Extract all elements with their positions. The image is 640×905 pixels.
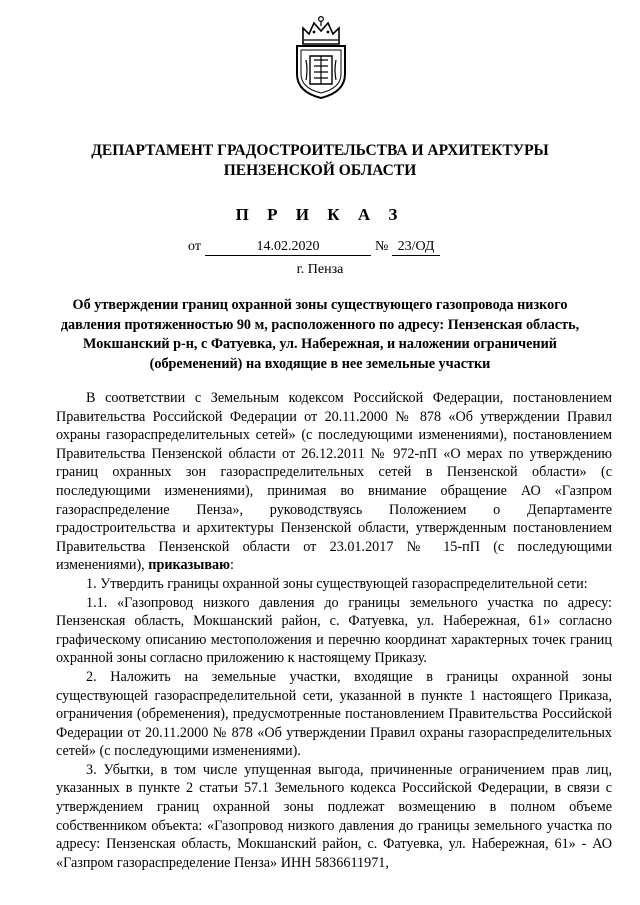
order-body xyxy=(56,389,612,872)
department-name-line1: ДЕПАРТАМЕНТ ГРАДОСТРОИТЕЛЬСТВА И АРХИТЕКТУРЫ xyxy=(91,142,549,159)
department-name-line2: ПЕНЗЕНСКОЙ ОБЛАСТИ xyxy=(223,162,417,179)
number-sign: № xyxy=(375,239,389,254)
intro-text: В соответствии с Земельным кодексом Российской Федерации, постановлением Правительства Российской Федерации от 20.11.2000 № 878 «Об утверждении Правил охраны газораспределительных сетей» (с последующими изменениями), постановлением Правительства Пензенской области от 26.12.2011 № 972-пП «О мерах по утверждению границ охранных зон газораспределительных сетей в Пензенской области» (с последующими изменениями), принимая во внимание обращение АО «Газпром газораспределение Пенза», руководствуясь Положением о Департаменте градостроительства и архитектуры Пензенской области, утвержденным постановлением Правительства Пензенской области от 23.01.2017 № 15-пП (с последующими изменениями), xyxy=(56,390,612,574)
paragraph-3: 3. Убытки, в том числе упущенная выгода, причиненные ограничением прав лиц, указанных в пункте 2 статьи 57.1 Земельного кодекса Российской Федерации, в связи с утверждением границ охранной зоны подлежат возмещению в полном объеме собственником объекта: «Газопровод низкого давления до границы земельного участка по адресу: Пензенская область, Мокшанский район, с. Фатуевка, ул. Набережная, 61» - АО «Газпром газораспределение Пенза» ИНН 5836611971, xyxy=(56,761,612,871)
order-number: 23/ОД xyxy=(392,239,440,256)
order-title: Об утверждении границ охранной зоны существующего газопровода низкого давления протяженностью 90 м, расположенного по адресу: Пензенская область, Мокшанский р-н, с Фатуевка, ул. Набережная, и наложении ограничений (обременений) на входящие в нее земельные участки xyxy=(60,297,580,372)
coat-of-arms-icon xyxy=(290,14,352,100)
paragraph-1-1: 1.1. «Газопровод низкого давления до границы земельного участка по адресу: Пензенская область, Мокшанский район, с. Фатуевка, ул. Набережная, 61» согласно графическому описанию местоположения и перечню координат характерных точек границ охранной зоны согласно приложению к настоящему Приказу. xyxy=(56,594,612,667)
city: г. Пенза xyxy=(296,262,344,277)
document-type-heading: П Р И К А З xyxy=(235,205,405,224)
paragraph-1: 1. Утвердить границы охранной зоны существующей газораспределительной сети: xyxy=(86,575,588,592)
intro-paragraph xyxy=(56,389,612,575)
order-date: 14.02.2020 xyxy=(205,239,371,256)
date-prefix: от xyxy=(188,239,201,254)
intro-end: : xyxy=(229,557,234,574)
paragraph-2: 2. Наложить на земельные участки, входящие в границы охранной зоны существующей газораспределительной сети, указанной в пункте 1 настоящего Приказа, ограничения (обременения), предусмотренные постановлением Правительства Российской Федерации от 20.11.2000 № 878 «Об утверждении Правил охраны газораспределительных сетей» (с последующими изменениями). xyxy=(56,668,612,760)
intro-directive: приказываю xyxy=(148,557,230,574)
